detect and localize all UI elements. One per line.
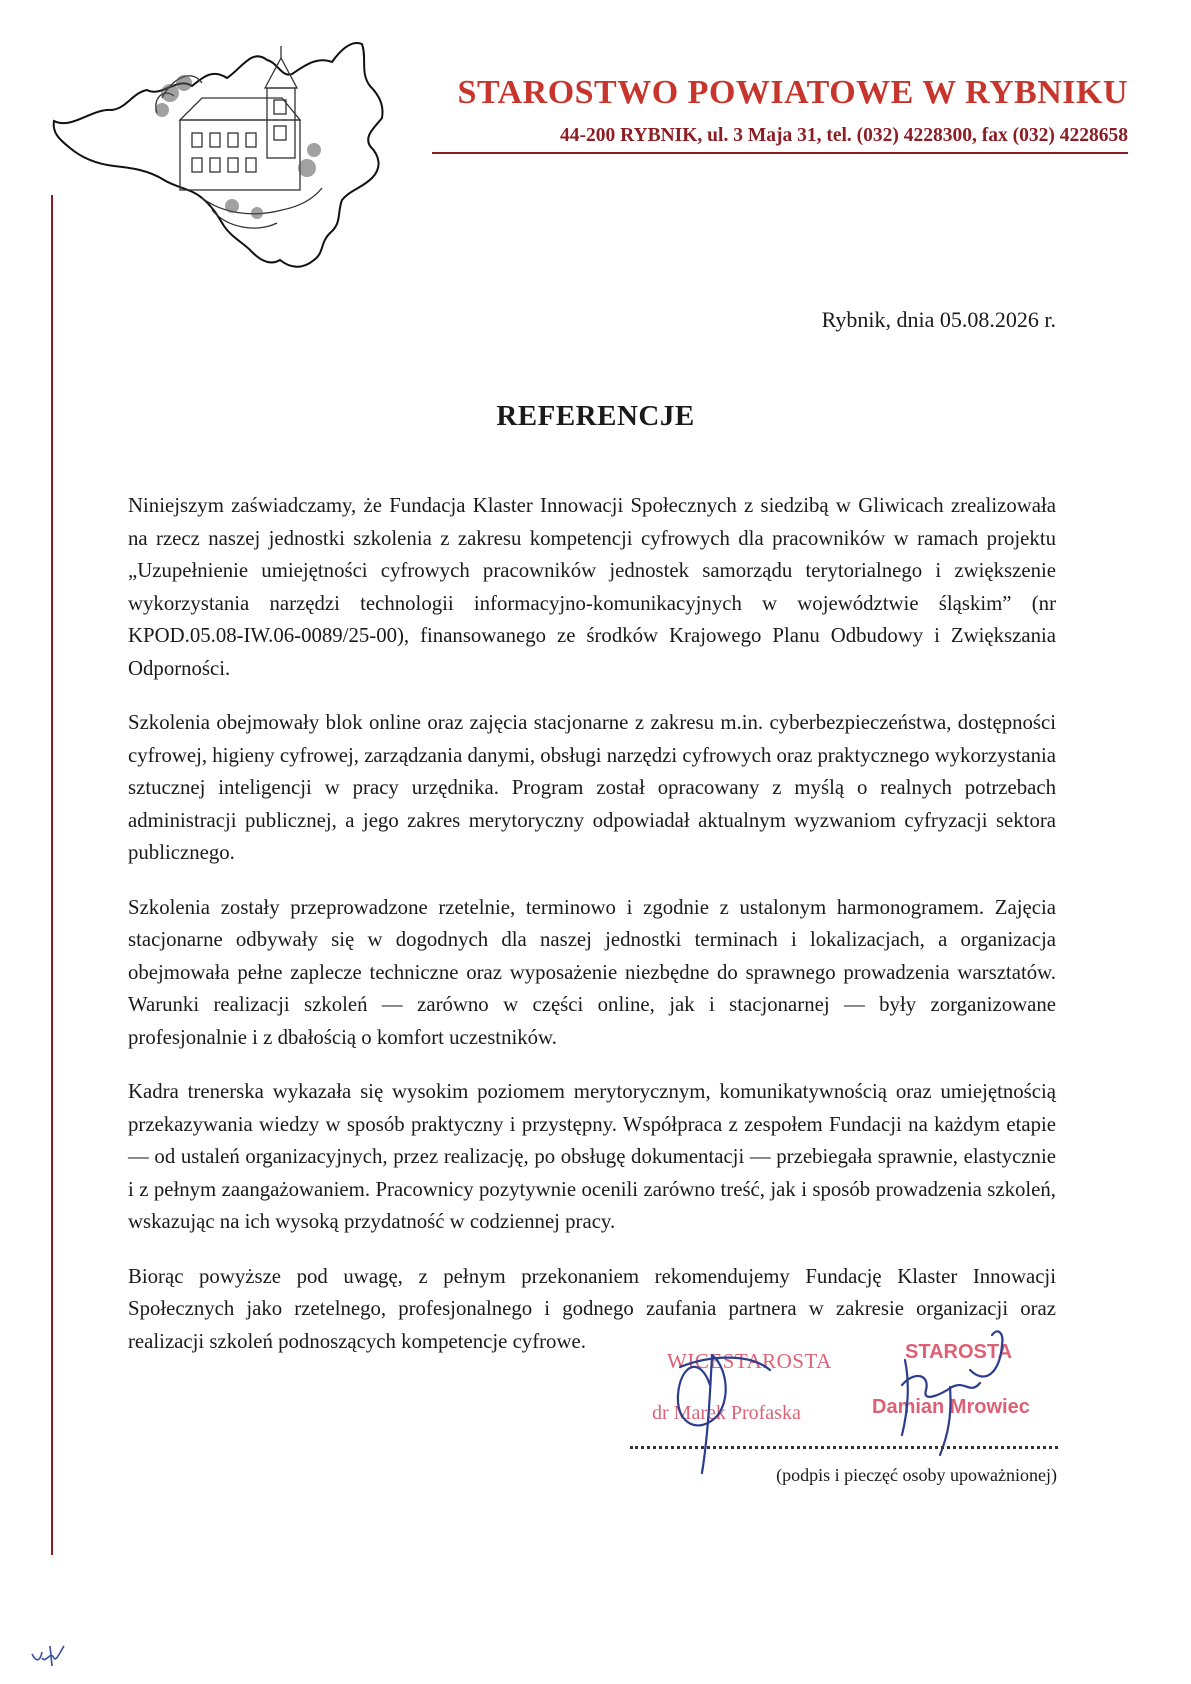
county-map-with-castle-icon (52, 38, 422, 308)
starosta-stamp-name: Damian Mrowiec (872, 1396, 1030, 1418)
header-divider (432, 152, 1128, 154)
paragraph: Biorąc powyższe pod uwagę, z pełnym przekonaniem rekomendujemy Fundację Klaster Innowacji Społecznych jako rzetelnego, profesjonalnego i godnego zaufania partnera w zakresie organizacji oraz realizacji szkoleń podnoszących kompetencje cyfrowe. (128, 1264, 1056, 1353)
signature-caption: (podpis i pieczęć osoby upoważnionej) (776, 1465, 1057, 1485)
document-title: REFERENCJE (496, 400, 695, 432)
paragraph: Szkolenia obejmowały blok online oraz zajęcia stacjonarne z zakresu m.in. cyberbezpieczeństwa, dostępności cyfrowej, higieny cyfrowej, zarządzania danymi, obsługi narzędzi cyfrowych oraz praktycznego wykorzystania sztucznej inteligencji w pracy urzędnika. Program został opracowany z myślą o realnych potrzebach administracji publicznej, a jego zakres merytoryczny odpowiadał aktualnym wyzwaniom cyfryzacji sektora publicznego. (128, 711, 1056, 864)
vice-starosta-stamp-name: dr Marek Profaska (652, 1402, 801, 1424)
paragraph: Niniejszym zaświadczamy, że Fundacja Klaster Innowacji Społecznych z siedzibą w Gliwicach zrealizowała na rzecz naszej jednostki szkolenia z zakresu kompetencji cyfrowych dla pracowników w ramach projektu „Uzupełnienie umiejętności cyfrowych pracowników jednostek samorządu terytorialnego i zwiększenie wykorzystania narzędzi technologii informacyjno-komunikacyjnych w województwie śląskim” (nr KPOD.05.08-IW.06-0089/25-00), finansowanego ze środków Krajowego Planu Odbudowy i Zwiększania Odporności. (128, 494, 1056, 680)
handwritten-mark-icon (28, 1640, 68, 1670)
organization-name: STAROSTWO POWIATOWE W RYBNIKU (457, 74, 1128, 111)
margin-rule (51, 195, 53, 1555)
handwritten-signature-icon (640, 1325, 1080, 1475)
signature-line (630, 1444, 1058, 1449)
paragraph: Szkolenia zostały przeprowadzone rzetelnie, terminowo i zgodnie z ustalonym harmonogramem. Zajęcia stacjonarne odbywały się w dogodnych dla naszej jednostki terminach i lokalizacjach, a organizacja obejmowała pełne zaplecze techniczne oraz wyposażenie niezbędne do sprawnego prowadzenia warsztatów. Warunki realizacji szkoleń — zarówno w części online, jak i stacjonarnej — były zorganizowane profesjonalnie i z dbałością o komfort uczestników. (128, 895, 1056, 1049)
vice-starosta-stamp-title: WICESTAROSTA (667, 1349, 832, 1373)
paragraph: Kadra trenerska wykazała się wysokim poziomem merytorycznym, komunikatywnością oraz umiejętnością przekazywania wiedzy w sposób praktyczny i przystępny. Współpraca z zespołem Fundacji na każdym etapie — od ustaleń organizacyjnych, przez realizację, po obsługę dokumentacji — przebiegała sprawnie, elastycznie i z pełnym zaangażowaniem. Pracownicy pozytywnie ocenili zarówno treść, jak i sposób prowadzenia szkoleń, wskazując na ich wysoką przydatność w codziennej pracy. (128, 1080, 1056, 1233)
document-date: Rybnik, dnia 05.08.2026 r. (821, 307, 1056, 332)
document-body (128, 490, 1056, 1380)
organization-address: 44-200 RYBNIK, ul. 3 Maja 31, tel. (032) 4228300, fax (032) 4228658 (559, 125, 1128, 146)
starosta-stamp-title: STAROSTA (905, 1341, 1013, 1363)
